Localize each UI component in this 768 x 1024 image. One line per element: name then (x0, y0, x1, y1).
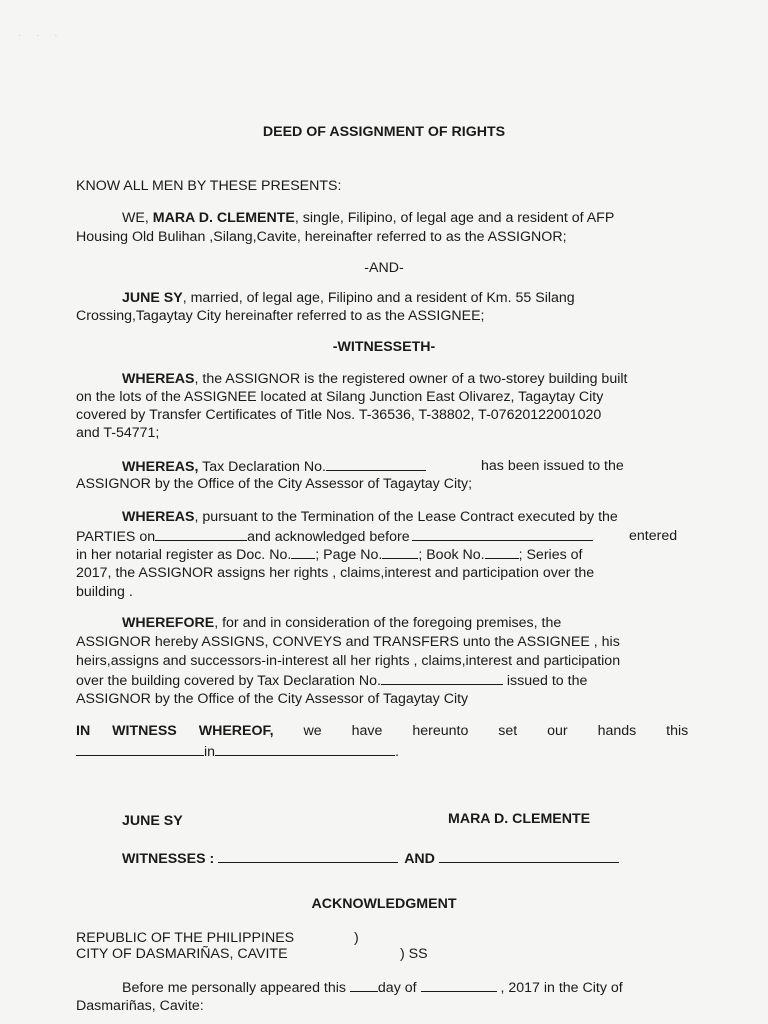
month-blank (421, 979, 497, 992)
whereas3-line-3 (76, 546, 582, 563)
signatory-assignor: MARA D. CLEMENTE (448, 811, 591, 827)
wherefore-line-5: ASSIGNOR by the Office of the City Assessor of Tagaytay City (76, 691, 469, 707)
city-ss: ) SS (400, 946, 428, 962)
republic-paren: ) (354, 930, 359, 946)
whereas3-line-1-rest: , pursuant to the Termination of the Lease Contract executed by the (194, 509, 618, 525)
in-witness-line-1 (76, 723, 689, 739)
whereas3-line-4: 2017, the ASSIGNOR assigns her rights , claims,interest and participation over the (76, 565, 595, 581)
assignee-line-1-rest: , married, of legal age, Filipino and a resident of Km. 55 Silang (182, 290, 575, 306)
assignor-name: MARA D. CLEMENTE (152, 210, 295, 226)
in-label: in (204, 744, 216, 760)
republic-line: REPUBLIC OF THE PHILIPPINES (76, 930, 295, 946)
acknowledgment-heading: ACKNOWLEDGMENT (311, 896, 457, 912)
wherefore-keyword: WHEREFORE (122, 615, 215, 631)
witness-2-blank (439, 850, 619, 863)
whereas3-line-1 (122, 509, 618, 525)
tax-declaration-blank (326, 458, 426, 471)
wherefore-tax-blank (381, 672, 503, 685)
whereas3-line-2 (76, 528, 593, 545)
whereas1-keyword: WHEREAS (122, 371, 195, 387)
page-no-blank (382, 546, 418, 559)
day-blank (76, 743, 204, 756)
in-witness-line-1-rest: we have hereunto set our hands this (273, 723, 689, 739)
entered-label: entered (629, 528, 678, 544)
book-no-blank (485, 546, 519, 559)
date-blank (155, 528, 247, 541)
whereas1-line-3: covered by Transfer Certificates of Title Nos. T-36536, T-38802, T-07620122001020 (76, 407, 602, 423)
signatory-assignee: JUNE SY (122, 813, 183, 829)
and-separator: -AND- (364, 260, 404, 276)
wherefore-tax-decl: over the building covered by Tax Declaration No. (76, 673, 381, 689)
notary-blank (412, 528, 593, 541)
before-line-2: Dasmariñas, Cavite: (76, 998, 204, 1014)
acknowledged-label: and acknowledged before (247, 529, 410, 545)
whereas2-tax-decl: Tax Declaration No. (198, 459, 326, 475)
whereas3-line-5: building . (76, 584, 133, 600)
assignee-line-1 (122, 290, 575, 306)
whereas2-line-1-tail: has been issued to the (481, 458, 624, 474)
intro-line: KNOW ALL MEN BY THESE PRESENTS: (76, 178, 342, 194)
wherefore-line-4 (76, 672, 587, 689)
book-no-label: ; Book No. (418, 547, 485, 563)
witnesses-and: AND (404, 851, 435, 867)
assignee-name: JUNE SY (122, 290, 183, 306)
doc-no-label: in her notarial register as Doc. No. (76, 547, 292, 563)
whereas2-keyword: WHEREAS, (122, 459, 199, 475)
city-line: CITY OF DASMARIÑAS, CAVITE (76, 946, 288, 962)
whereas1-line-4: and T-54771; (76, 425, 160, 441)
series-label: ; Series of (518, 547, 583, 563)
in-witness-line-2 (76, 743, 399, 760)
witnesses-line (122, 850, 619, 867)
whereas3-keyword: WHEREAS (122, 509, 195, 525)
in-witness-keyword: IN WITNESS WHEREOF, (76, 723, 274, 739)
before-line-1 (122, 979, 623, 996)
before-appeared: Before me personally appeared this (122, 980, 350, 996)
whereas1-line-1 (122, 371, 627, 387)
assignor-line-1 (122, 210, 614, 226)
wherefore-line-3: heirs,assigns and successors-in-interest all her rights , claims,interest and participation (76, 653, 621, 669)
wherefore-line-1 (122, 615, 561, 631)
whereas1-line-1-rest: , the ASSIGNOR is the registered owner of a two-storey building built (194, 371, 628, 387)
whereas2-line-2: ASSIGNOR by the Office of the City Assessor of Tagaytay City; (76, 476, 473, 492)
parties-on-label: PARTIES on (76, 529, 156, 545)
page-no-label: ; Page No. (315, 547, 383, 563)
doc-no-blank (291, 546, 315, 559)
assignor-line-2: Housing Old Bulihan ,Silang,Cavite, hereinafter referred to as the ASSIGNOR; (76, 229, 567, 245)
year-city: , 2017 in the City of (496, 980, 623, 996)
assignee-line-2: Crossing,Tagaytay City hereinafter referred to as the ASSIGNEE; (76, 308, 485, 324)
place-blank (215, 743, 395, 756)
whereas2-line-1 (122, 458, 426, 475)
in-witness-period: . (395, 744, 399, 760)
scan-smudge: · · · (18, 30, 64, 41)
assignor-line-1-rest: , single, Filipino, of legal age and a resident of AFP (294, 210, 615, 226)
whereas1-line-2: on the lots of the ASSIGNEE located at Silang Junction East Olivarez, Tagaytay City (76, 389, 604, 405)
witness-1-blank (218, 850, 398, 863)
day-of-label: day of (377, 980, 421, 996)
witnesseth-heading: -WITNESSETH- (332, 339, 436, 355)
wherefore-issued: issued to the (502, 673, 588, 689)
assignor-prefix: WE, (122, 210, 153, 226)
wherefore-line-2: ASSIGNOR hereby ASSIGNS, CONVEYS and TRANSFERS unto the ASSIGNEE , his (76, 634, 620, 650)
document-title: DEED OF ASSIGNMENT OF RIGHTS (262, 124, 506, 140)
witnesses-label: WITNESSES : (122, 851, 215, 867)
day-number-blank (350, 979, 378, 992)
wherefore-line-1-rest: , for and in consideration of the foregoing premises, the (214, 615, 562, 631)
